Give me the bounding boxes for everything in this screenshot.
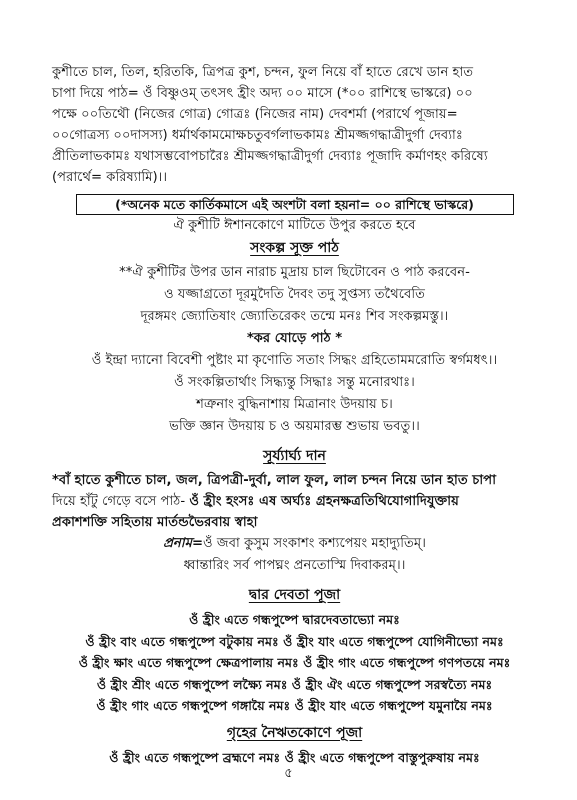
surjyarghya-line: *বাঁ হাতে কুশীতে চাল, জল, ত্রিপত্রী-দুর্বা, লাল ফুল, লাল চন্দন নিয়ে ডান হাত চাপা (52, 473, 497, 488)
sankalpa-line: **ঐ কুশীটির উপর ডান নারাচ মুদ্রায় চাল ছিটোবেন ও পাঠ করবেন- (119, 265, 470, 280)
nairrit-heading: গৃহের নৈঋতকোণে পূজা (226, 724, 363, 741)
surjyarghya-instruction (52, 470, 537, 533)
nairrit-line: ওঁ হ্রীং এতে গন্ধপুষ্পে ব্রহ্মণে নমঃ ওঁ হ্রীং এতে গন্ধপুষ্পে বাস্তুপুরুষায় নমঃ (109, 749, 480, 765)
page-number: ৫ (284, 766, 293, 781)
sankalpa-line: দূরঙ্গমং জ্যোতিষাং জ্যোতিরেকং তন্মে মনঃ শিব সংকল্পমস্তু।। (140, 309, 449, 324)
pranam-line: ধ্বান্তারিং সর্ব পাপঘ্নং প্রনতোস্মি দিবাকরম্।। (183, 558, 406, 573)
karjor-heading: *কর যোড়ে পাঠ * (246, 331, 343, 346)
intro-line: চাপা দিয়ে পাঠ= ওঁ বিষ্ণুওম্ তৎসৎ হ্রীং অদ্য ০০ মাসে (*০০ রাশিস্থে ভাস্করে) ০০ (52, 86, 473, 101)
karjor-line: ভক্তি জ্ঞান উদয়ায় চ ও অয়মারম্ভ শুভায় ভবতু।। (169, 419, 420, 434)
karjor-line: ওঁ সংকল্পিতার্থাং সিদ্ধ্যন্তু সিদ্ধাঃ সন্তু মনোরথাঃ। (174, 375, 415, 390)
intro-line: প্রীতিলাভকামঃ যথাসম্ভবোপচারৈঃ শ্রীমজ্জগদ্ধাত্রীদুর্গা দেব্যাঃ পূজাদি কর্মাণহং করিষ্যে (52, 149, 488, 164)
surjyarghya-line: প্রকাশশক্তি সহিতায় মার্তন্ডভৈরবায় স্বাহা (52, 515, 258, 530)
intro-paragraph (52, 62, 537, 188)
note-after: ঐ কুশীটি ঈশানকোণে মাটিতে উপুর করতে হবে (173, 218, 416, 233)
dwar-line: ওঁ হ্রীং ক্ষাং এতে গন্ধপুষ্পে ক্ষেত্রপালায় নমঃ ওঁ হ্রীং গাং এতে গন্ধপুষ্পে গণপতয়ে নমঃ (78, 655, 511, 670)
sankalpa-line: ও যজ্জাগ্রতো দূরমুদৈতি দৈবং তদু সুপ্তস্য তথৈবেতি (163, 287, 426, 302)
dwar-line: ওঁ হ্রীং শ্রীং এতে গন্ধপুষ্পে লক্ষ্যৈ নমঃ ওঁ হ্রীং ঐং এতে গন্ধপুষ্পে সরস্বত্যৈ নমঃ (96, 676, 493, 692)
karjor-line: ওঁ ইন্দ্রা দ্যানো বিবেশী পুষ্টাং মা কৃণোতি সতাং সিদ্ধং গ্রহিতোমমরোতি স্বর্গমধৎ।। (91, 353, 498, 368)
intro-line: পক্ষে ০০তিথৌ (নিজের গোত্র) গোত্রঃ (নিজের নাম) দেবশর্মা (পরার্থে পূজায়= (52, 107, 458, 122)
note-box: (*অনেক মতে কার্তিকমাসে এই অংশটা বলা হয়না= ০০ রাশিস্থে ভাস্করে) (76, 194, 514, 215)
intro-line: ০০গোত্রস্য ০০দাসস্য) ধর্মার্থকামমোক্ষচতুবর্গলাভকামঃ শ্রীমজ্জগদ্ধাত্রীদুর্গা দেব্যাঃ (52, 128, 463, 143)
intro-line: কুশীতে চাল, তিল, হরিতকি, ত্রিপত্র কুশ, চন্দন, ফুল নিয়ে বাঁ হাতে রেখে ডান হাত (52, 65, 474, 80)
surjyarghya-heading: সূর্য্যার্ঘ্য দান (263, 448, 326, 464)
dwar-line: ওঁ হ্রীং গাং এতে গন্ধপুষ্পে গঙ্গায়ৈ নমঃ ওঁ হ্রীং যাং এতে গন্ধপুষ্পে যমুনায়ৈ নমঃ (96, 698, 493, 713)
sankalpa-heading: সংকল্প সূক্ত পাঠ (250, 240, 339, 256)
karjor-line: শত্রুনাং বুদ্ধিনাশায় মিত্রানাং উদয়ায় চ। (196, 397, 393, 412)
pranam-line: প্রনাম=ওঁ জবা কুসুম সংকাশং কশ্যপেয়ং মহাদ্যুতিম্। (163, 536, 426, 551)
dwar-line: ওঁ হ্রীং বাং এতে গন্ধপুষ্পে বটুকায় নমঃ ওঁ হ্রীং যাং এতে গন্ধপুষ্পে যোগিনীভ্যো নমঃ (85, 633, 504, 649)
dwar-heading: দ্বার দেবতা পূজা (248, 587, 341, 603)
surjyarghya-line: দিয়ে হাঁটু গেড়ে বসে পাঠ- ওঁ হ্রীং হংসঃ এষ অর্ঘ্যঃ গ্রহনক্ষত্রতিথিযোগাদিযুক্তায় (52, 494, 459, 509)
dwar-line: ওঁ হ্রীং এতে গন্ধপুষ্পে দ্বারদেবতাভ্যো নমঃ (189, 612, 400, 627)
intro-line: (পরার্থে= করিষ্যামি)।। (52, 170, 168, 185)
